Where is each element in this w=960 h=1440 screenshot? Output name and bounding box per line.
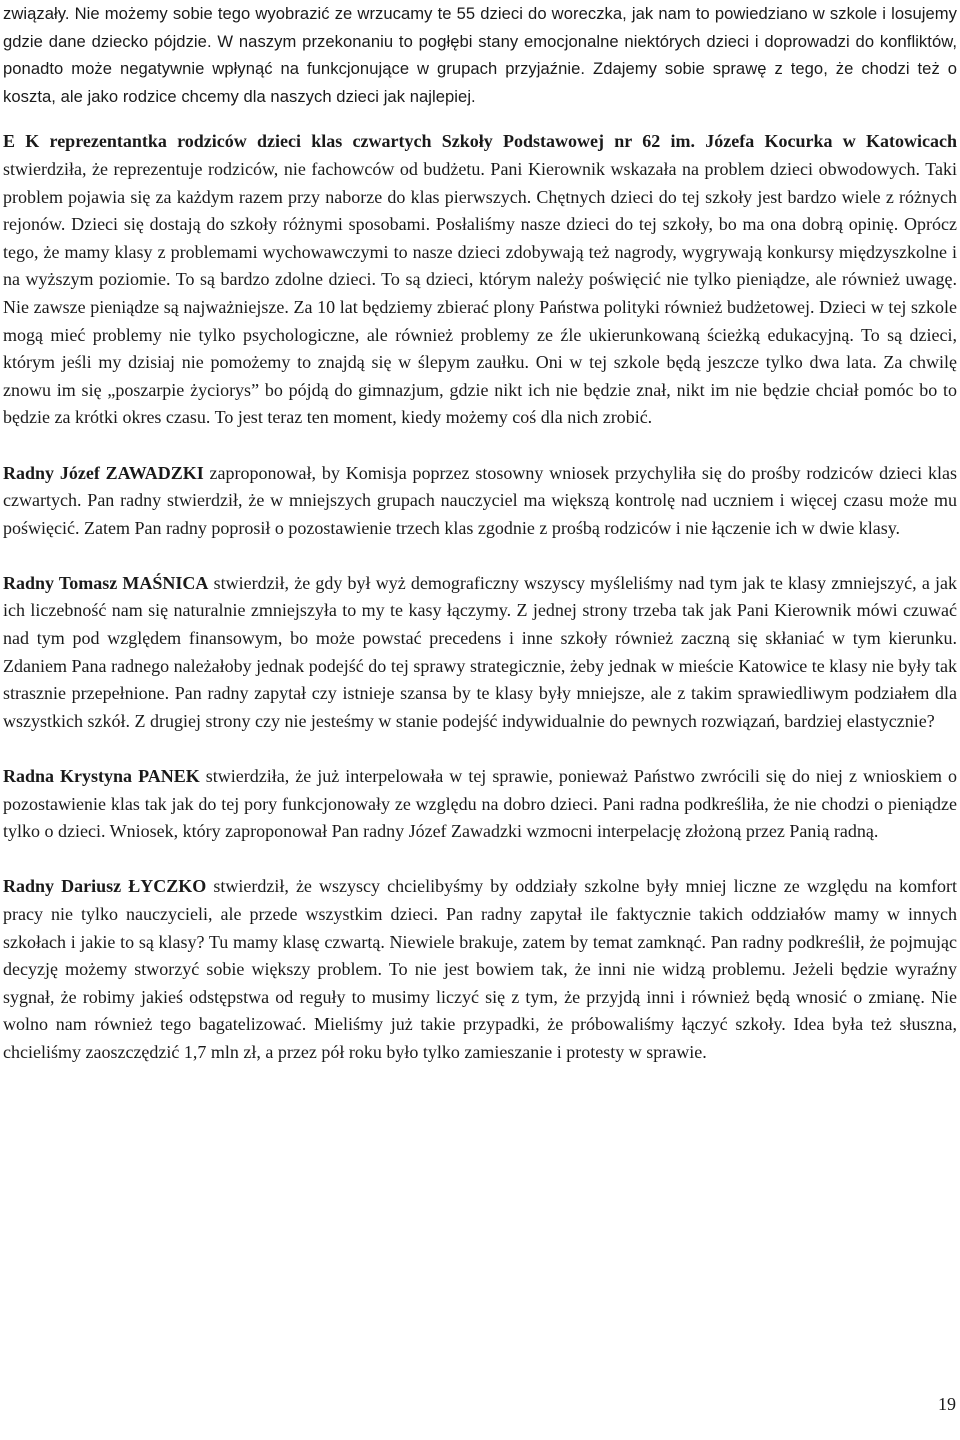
paragraph-text: zaproponował, by Komisja poprzez stosowny wniosek przychyliła się do prośby rodziców dzieci klas czwartych. Pan radny stwierdził, że w mniejszych grupach nauczyciel ma większą kontrolę nad uczniem i więcej czasu może mu poświęcić. Zatem Pan radny poprosił o pozostawienie trzech klas zgodnie z prośbą rodziców i nie łączenie ich w dwie klasy.	[3, 462, 957, 538]
paragraph-text: związały. Nie możemy sobie tego wyobrazić ze wrzucamy te 55 dzieci do woreczka, jak nam to powiedziano w szkole i losujemy gdzie dane dziecko pójdzie. W naszym przekonaniu to pogłębi stany emocjonalne niektórych dzieci i doprowadzi do konfliktów, ponadto może negatywnie wpłynąć na funkcjonujące w grupach przyjaźnie. Zdajemy sobie sprawę z tego, że chodzi też o koszta, ale jako rodzice chcemy dla naszych dzieci jak najlepiej.	[3, 4, 957, 106]
paragraph-gap	[3, 110, 957, 128]
speaker-name: Radny Józef ZAWADZKI	[3, 462, 204, 483]
paragraph-parent-representative	[3, 128, 957, 432]
paragraph-lyczko	[3, 873, 957, 1066]
paragraph-intro	[3, 0, 957, 110]
paragraph-masnica	[3, 570, 957, 736]
paragraph-gap	[3, 542, 957, 570]
paragraph-text: stwierdziła, że reprezentuje rodziców, nie fachowców od budżetu. Pani Kierownik wskazała na problem dzieci obwodowych. Taki problem pojawia się za każdym razem przy naborze do klas pierwszych. Chętnych dzieci do tej szkoły jest bardzo wiele z różnych rejonów. Dzieci się dostają do szkoły różnymi sposobami. Posłaliśmy nasze dzieci do tej szkoły, bo ma ona dobrą opinię. Oprócz tego, że mamy klasy z problemami wychowawczymi to nasze dzieci zdobywają też nagrody, wygrywają konkursy międzyszkolne i na wyższym poziomie. To są bardzo zdolne dzieci. To są dzieci, którym należy poświęcić nie tylko pieniądze, ale również uwagę. Nie zawsze pieniądze są najważniejsze. Za 10 lat będziemy zbierać plony Państwa polityki również budżetowej. Dzieci w tej szkole mogą mieć problemy nie tylko psychologiczne, ale również problemy ze źle ukierunkowaną ścieżką edukacyjną. To są dzieci, którym jeśli my dzisiaj nie pomożemy to znajdą się w ślepym zaułku. Oni w tej szkole będą jeszcze tylko dwa lata. Za chwilę znowu im się „poszarpie życiorys” bo pójdą do gimnazjum, gdzie nikt ich nie będzie znał, nikt im nie będzie chciał pomóc bo to będzie za krótki okres czasu. To jest teraz ten moment, kiedy możemy coś dla nich zrobić.	[3, 158, 957, 428]
paragraph-panek	[3, 763, 957, 846]
speaker-name: Radny Dariusz ŁYCZKO	[3, 876, 207, 897]
paragraph-text: stwierdził, że wszyscy chcielibyśmy by oddziały szkolne były mniej liczne ze względu na komfort pracy nie tylko nauczycieli, ale przede wszystkim dzieci. Pan radny zapytał ile faktycznie takich oddziałów mamy w innych szkołach i jakie to są klasy? Tu mamy klasę czwartą. Niewiele brakuje, zatem by temat zamknąć. Pan radny podkreślił, że pojmując decyzję możemy stworzyć sobie większy problem. To nie jest bowiem tak, że inni nie widzą problemu. Jeżeli będzie wyraźny sygnał, że robimy jakieś odstępstwa od reguły to musimy liczyć się z tym, że przyjdą inni i również będą wnosić o zmianę. Nie wolno nam również tego bagatelizować. Mieliśmy już takie przypadki, że próbowaliśmy łączyć szkoły. Idea była też słuszna, chcieliśmy zaoszczędzić 1,7 mln zł, a przez pół roku było tylko zamieszanie i protesty w sprawie.	[3, 876, 958, 1062]
paragraph-gap	[3, 735, 957, 763]
speaker-name: E K reprezentantka rodziców dzieci klas czwartych Szkoły Podstawowej nr 62 im. Józefa Kocurka w Katowicach	[3, 131, 957, 152]
paragraph-gap	[3, 846, 957, 874]
paragraph-text: stwierdził, że gdy był wyż demograficzny wszyscy myśleliśmy nad tym jak te klasy zmniejszyć, a jak ich liczebność nam się naturalnie zmniejszyła to my te kasy łączymy. Z jednej strony trzeba tak jak Pani Kierownik mówi czuwać nad tym pod względem finansowym, bo może powstać precedens i inne szkoły również zaczną się skłaniać w tym kierunku. Zdaniem Pana radnego należałoby jednak podejść do tej sprawy strategicznie, żeby jednak w mieście Katowice te klasy nie były tak strasznie przepełnione. Pan radny zapytał czy istnieje szansa by te klasy były mniejsze, ale z takim sprawiedliwym podziałem dla wszystkich szkół. Z drugiej strony czy nie jesteśmy w stanie podejść indywidualnie do pewnych rozwiązań, bardziej elastycznie?	[3, 572, 957, 731]
paragraph-gap	[3, 432, 957, 460]
page-number: 19	[938, 1394, 956, 1414]
speaker-name: Radna Krystyna PANEK	[3, 766, 200, 787]
paragraph-text: stwierdziła, że już interpelowała w tej sprawie, ponieważ Państwo zwrócili się do niej z wnioskiem o pozostawienie klas tak jak do tej pory funkcjonowały ze względu na dobro dzieci. Pani radna podkreśliła, że nie chodzi o pieniądze tylko o dzieci. Wniosek, który zaproponował Pan radny Józef Zawadzki wzmocni interpelację złożoną przez Panią radną.	[3, 766, 958, 842]
speaker-name: Radny Tomasz MAŚNICA	[3, 572, 209, 593]
paragraph-zawadzki	[3, 460, 957, 543]
